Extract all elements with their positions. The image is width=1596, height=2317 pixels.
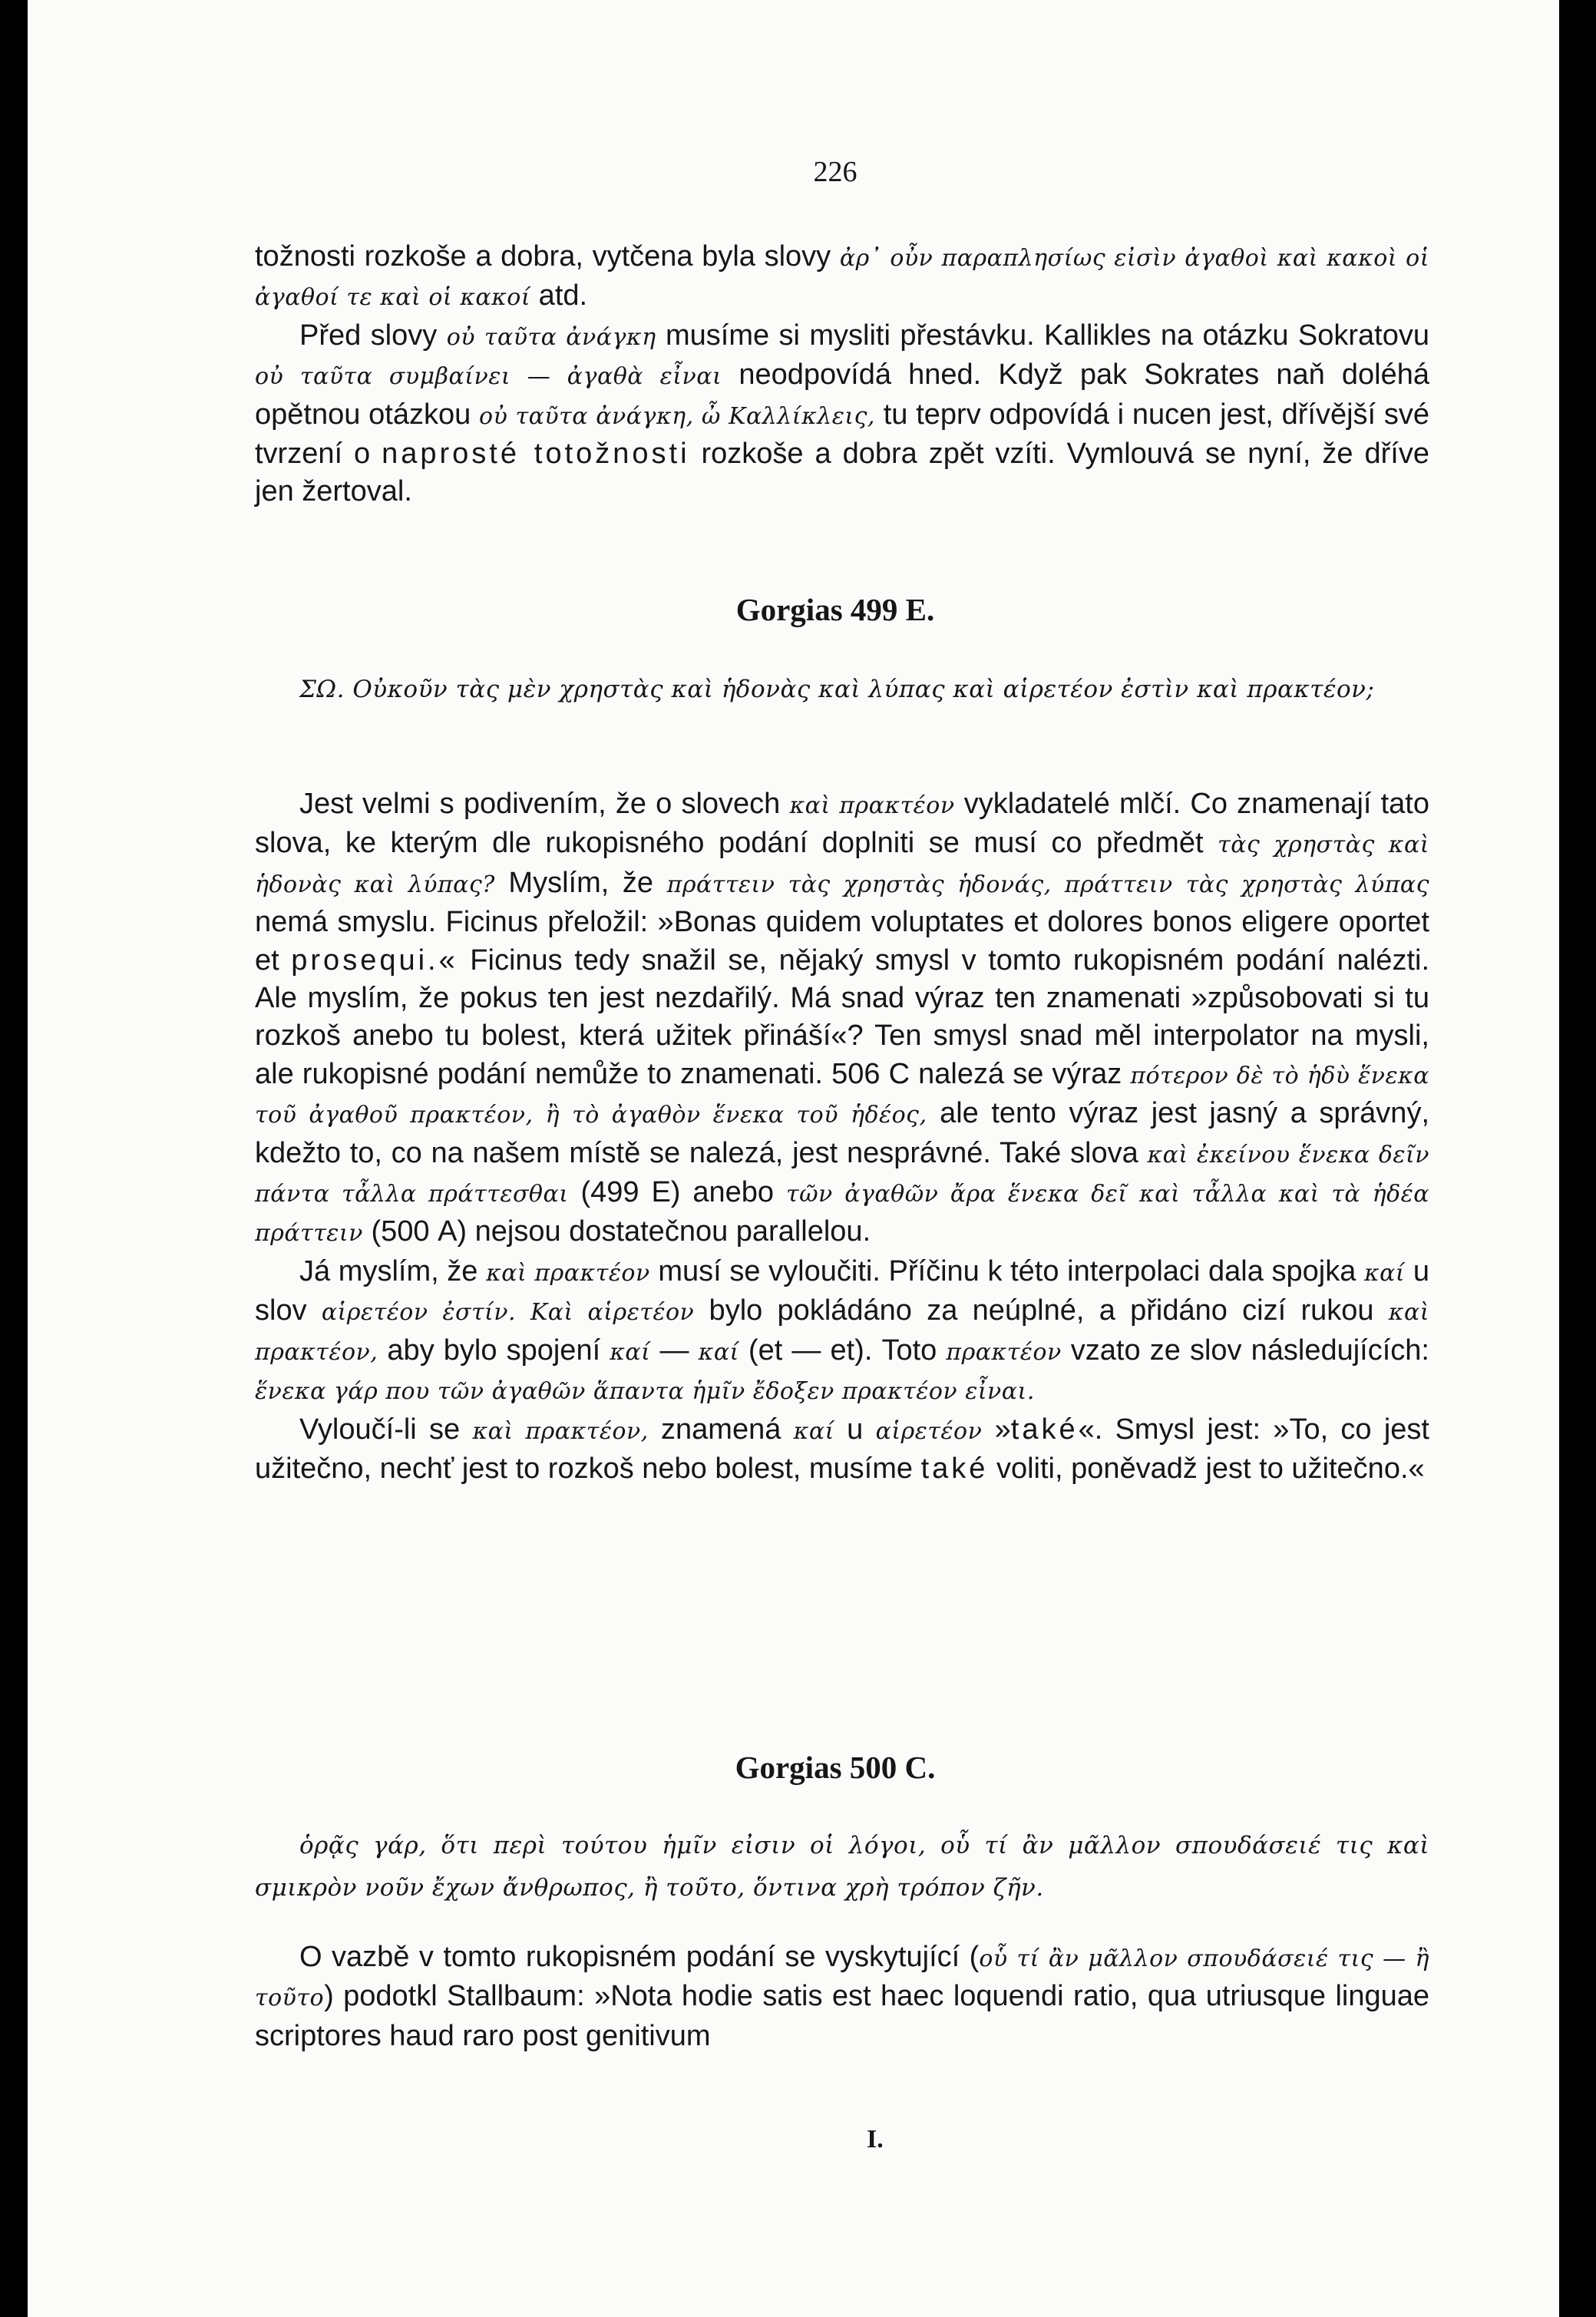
greek-text: αἱρετέον ἐστίν. Καὶ αἱρετέον bbox=[321, 1299, 695, 1327]
text-run: aby bylo spojení bbox=[378, 1334, 610, 1367]
text-run: ale tento výraz jest jasný a správný, kdežto to, co na našem místě se nalezá, jest nesprávné. Také slova bbox=[255, 1097, 1429, 1169]
greek-text: οὐ ταῦτα ἀνάγκη, ὦ Καλλίκλεις, bbox=[479, 402, 875, 430]
greek-text: τὰς χρηστὰς καὶ ἡδονὰς καὶ λύπας? bbox=[255, 831, 1429, 898]
scan-border bbox=[1559, 0, 1596, 2317]
text-run: nemá smyslu. Ficinus přeložil: »Bonas quidem voluptates et dolores bonos eligere oportet et bbox=[255, 906, 1429, 977]
text-run: O vazbě v tomto rukopisném podání se vyskytující ( bbox=[299, 1941, 980, 1973]
greek-text: καὶ ἐκείνου ἕνεκα δεῖν πάντα τἆλλα πράττεσθαι bbox=[255, 1141, 1429, 1208]
greek-text: καὶ πρακτέον, bbox=[255, 1299, 1429, 1366]
greek-text: πότερον δὲ τὸ ἡδὺ ἕνεκα τοῦ ἀγαθοῦ πρακτέον, ἢ τὸ ἀγαθὸν ἕνεκα τοῦ ἡδέος, bbox=[255, 1062, 1429, 1129]
text-run: bylo pokládáno za neúplné, a přidáno cizí rukou bbox=[694, 1294, 1389, 1327]
text-run: (499 E) anebo bbox=[568, 1176, 786, 1209]
section-1 bbox=[255, 238, 1429, 511]
paragraph bbox=[255, 238, 1429, 317]
greek-text: ἀρ᾽ οὖν παραπλησίως εἰσὶν ἀγαθοὶ καὶ κακοὶ οἱ ἀγαθοί τε καὶ οἱ κακοί bbox=[255, 245, 1429, 312]
text-run: «. Smysl jest: »To, co jest užitečno, nechť jest to rozkoš nebo bolest, musíme bbox=[255, 1413, 1429, 1485]
text-run: musíme si mysliti přestávku. Kallikles na otázku Sokratovu bbox=[656, 319, 1429, 352]
text-run: ) podotkl Stallbaum: »Nota hodie satis est haec loquendi ratio, qua utriusque linguae scriptores haud raro post genitivum bbox=[255, 1980, 1429, 2052]
text-run: — bbox=[650, 1334, 699, 1367]
section-2 bbox=[255, 785, 1429, 1488]
greek-text: οὗ τί ἂν μᾶλλον σπουδάσειέ τις — ἢ τοῦτο bbox=[255, 1945, 1429, 2012]
text-run: Ficinus tedy snažil se, nějaký smysl v tomto rukopisném podání nalézti. Ale myslím, že pokus ten jest nezdařilý. Má snad výraz ten znamenati »způsobovati si tu rozkoš anebo tu bolest, která užitek přináší«? Ten smysl snad měl interpolator na mysli, ale rukopisné podání nemůže to znamenati. 506 C nalezá se výraz bbox=[255, 944, 1429, 1090]
text-run: Vyloučí-li se bbox=[299, 1413, 473, 1446]
page-number: 226 bbox=[813, 156, 857, 188]
text-run: Myslím, že bbox=[494, 866, 667, 899]
greek-text: καί bbox=[793, 1417, 834, 1445]
greek-text: ἕνεκα γάρ που τῶν ἀγαθῶν ἅπαντα ἡμῖν ἔδοξεν πρακτέον εἶναι. bbox=[255, 1378, 1035, 1406]
greek-quote-1 bbox=[255, 669, 1429, 711]
greek-text: καὶ πρακτέον, bbox=[472, 1417, 649, 1445]
text-run: (500 A) nejsou dostatečnou parallelou. bbox=[362, 1215, 871, 1248]
text-run: u slov bbox=[255, 1254, 1429, 1327]
text-run: u bbox=[834, 1413, 876, 1446]
text-run: voliti, poněvadž jest to užitečno.« bbox=[988, 1452, 1425, 1485]
greek-text: πράττειν τὰς χρηστὰς ἡδονάς, πράττειν τὰς χρηστὰς λύπας bbox=[666, 871, 1429, 898]
signature-mark: I. bbox=[867, 2125, 884, 2153]
paragraph bbox=[255, 317, 1429, 511]
text-run: atd. bbox=[530, 279, 588, 312]
spaced-text: prosequi.« bbox=[291, 944, 458, 977]
greek-text: οὐ ταῦτα ἀνάγκη bbox=[446, 323, 656, 351]
spaced-text: také bbox=[1010, 1413, 1079, 1446]
greek-text: αἱρετέον bbox=[875, 1417, 983, 1445]
text-run: neodpovídá hned. Když pak Sokrates naň doléhá opětnou otázkou bbox=[255, 359, 1429, 431]
spaced-text: naprosté totožnosti bbox=[382, 438, 690, 471]
text-run: tožnosti rozkoše a dobra, vytčena byla slovy bbox=[255, 240, 840, 273]
text-run: znamená bbox=[648, 1413, 794, 1446]
greek-text: τῶν ἀγαθῶν ἄρα ἕνεκα δεῖ καὶ τἆλλα καὶ τὰ ἡδέα πράττειν bbox=[255, 1181, 1429, 1248]
text-run: Jest velmi s podivením, že o slovech bbox=[299, 788, 790, 820]
paragraph bbox=[255, 785, 1429, 1253]
greek-text: καί bbox=[610, 1338, 651, 1366]
greek-text: πρακτέον bbox=[946, 1338, 1062, 1366]
greek-quote: ΣΩ. Οὐκοῦν τὰς μὲν χρηστὰς καὶ ἡδονὰς καὶ λύπας καὶ αἱρετέον ἐστὶν καὶ πρακτέον; bbox=[299, 676, 1375, 703]
text-run: Já myslím, že bbox=[299, 1254, 487, 1287]
section-heading-500c: Gorgias 500 C. bbox=[735, 1750, 936, 1785]
greek-text: καὶ πρακτέον bbox=[486, 1259, 650, 1287]
text-run: » bbox=[982, 1413, 1011, 1446]
spaced-text: také bbox=[920, 1452, 989, 1485]
greek-quote: ὁρᾷς γάρ, ὅτι περὶ τούτου ἡμῖν εἰσιν οἱ λόγοι, οὗ τί ἂν μᾶλλον σπουδάσειέ τις καὶ σμικρὸν νοῦν ἔχων ἄνθρωπος, ἢ τοῦτο, ὅντινα χρὴ τρόπον ζῆν. bbox=[255, 1832, 1429, 1902]
section-3 bbox=[255, 1939, 1429, 2055]
scanned-page bbox=[28, 0, 1559, 2317]
text-run: vykladatelé mlčí. Co znamenají tato slova, ke kterým dle rukopisného podání doplniti se musí co předmět bbox=[255, 788, 1429, 860]
paragraph bbox=[255, 1411, 1429, 1489]
section-heading-499e: Gorgias 499 E. bbox=[735, 592, 935, 627]
greek-text: καί bbox=[698, 1338, 739, 1366]
paragraph bbox=[255, 1253, 1429, 1411]
text-run: musí se vyloučiti. Příčinu k této interpolaci dala spojka bbox=[649, 1254, 1364, 1287]
greek-text: καὶ πρακτέον bbox=[789, 792, 955, 819]
greek-text: καί bbox=[1364, 1259, 1406, 1287]
text-run: tu teprv odpovídá i nucen jest, dřívější své tvrzení o bbox=[255, 398, 1429, 471]
greek-text: οὐ ταῦτα συμβαίνει — ἀγαθὰ εἶναι bbox=[255, 363, 722, 391]
text-run: (et — et). Toto bbox=[739, 1334, 947, 1367]
text-run: vzato ze slov následujících: bbox=[1061, 1334, 1429, 1367]
paragraph bbox=[255, 1939, 1429, 2055]
greek-quote-2 bbox=[255, 1825, 1429, 1909]
text-run: rozkoše a dobra zpět vzíti. Vymlouvá se nyní, že dříve jen žertoval. bbox=[255, 438, 1429, 508]
text-run: Před slovy bbox=[299, 319, 447, 352]
